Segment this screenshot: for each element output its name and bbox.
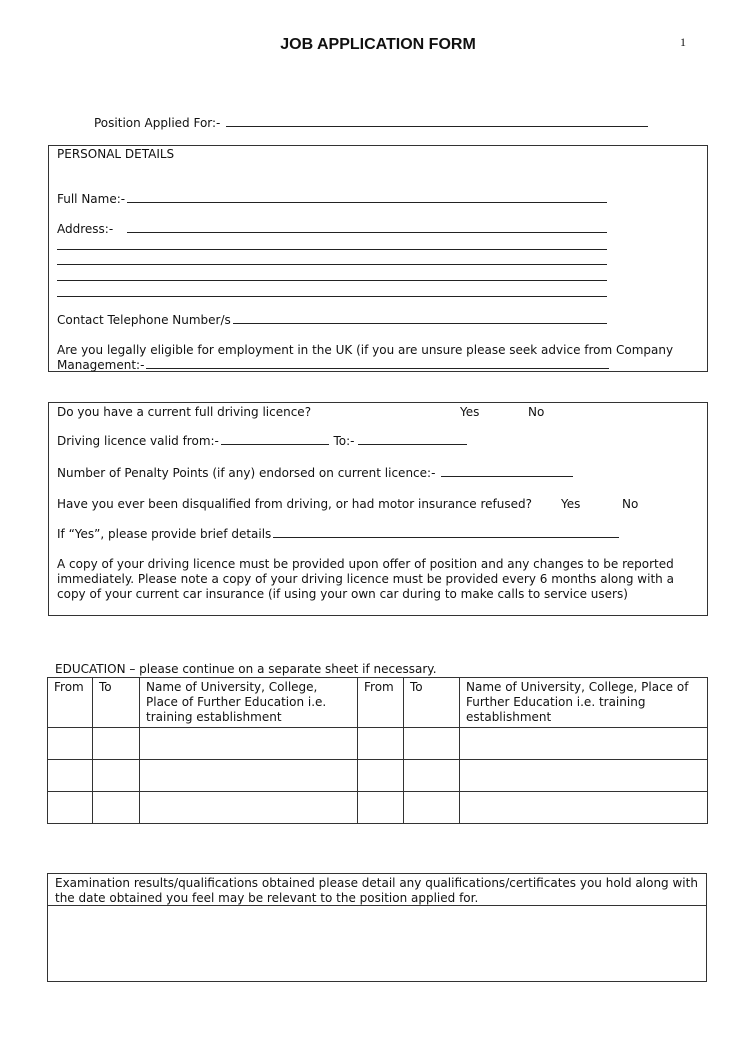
licence-valid-row — [57, 434, 467, 448]
table-cell[interactable] — [140, 792, 358, 824]
address-field-line-1[interactable] — [127, 232, 607, 233]
education-heading: EDUCATION – please continue on a separate sheet if necessary. — [55, 662, 437, 676]
exam-results-line-2: the date obtained you feel may be relevant to the position applied for. — [55, 891, 479, 905]
table-cell[interactable] — [93, 792, 140, 824]
address-row — [57, 222, 607, 236]
position-applied-row — [94, 116, 648, 130]
table-cell[interactable] — [48, 792, 93, 824]
table-cell[interactable] — [358, 792, 404, 824]
col-institution-2: Name of University, College, Place of Further Education i.e. training establishment — [460, 678, 708, 728]
table-row — [48, 760, 708, 792]
table-cell[interactable] — [460, 792, 708, 824]
form-title: JOB APPLICATION FORM — [280, 36, 476, 53]
exam-results-line-1: Examination results/qualifications obtained please detail any qualifications/certificates you hold along with — [55, 876, 698, 890]
licence-note — [57, 557, 674, 602]
table-cell[interactable] — [48, 760, 93, 792]
position-applied-field[interactable] — [226, 126, 648, 127]
eligibility-question: Are you legally eligible for employment in the UK (if you are unsure please seek advice from Company — [57, 343, 674, 357]
valid-from-field[interactable] — [221, 444, 330, 445]
address-field-line-4[interactable] — [57, 280, 607, 281]
personal-details-section — [48, 145, 708, 372]
education-header-row — [48, 678, 708, 728]
table-cell[interactable] — [358, 760, 404, 792]
licence-note-line-1: A copy of your driving licence must be provided upon offer of position and any changes to be reported — [57, 557, 674, 571]
valid-to-field[interactable] — [358, 444, 467, 445]
full-name-label: Full Name:- — [57, 192, 126, 206]
table-cell[interactable] — [404, 760, 460, 792]
full-name-field[interactable] — [127, 202, 607, 203]
valid-from-label: Driving licence valid from:- — [57, 434, 219, 448]
col-institution-1: Name of University, College, Place of Further Education i.e. training establishment — [140, 678, 358, 728]
page-number: 1 — [680, 35, 686, 49]
address-field-line-5[interactable] — [57, 296, 607, 297]
current-licence-question: Do you have a current full driving licence? — [57, 405, 312, 419]
details-field[interactable] — [273, 537, 619, 538]
table-cell[interactable] — [460, 728, 708, 760]
full-name-row — [57, 192, 607, 206]
eligibility-row — [57, 358, 609, 372]
licence-note-line-2: immediately. Please note a copy of your driving licence must be provided every 6 months along with a — [57, 572, 674, 586]
phone-label: Contact Telephone Number/s — [57, 313, 231, 327]
licence-note-line-3: copy of your current car insurance (if using your own car during to make calls to service users) — [57, 587, 628, 601]
eligibility-label: Management:- — [57, 358, 145, 372]
address-field-line-2[interactable] — [57, 249, 607, 250]
phone-field[interactable] — [233, 323, 607, 324]
personal-details-heading: PERSONAL DETAILS — [57, 147, 175, 161]
table-cell[interactable] — [93, 760, 140, 792]
eligibility-field[interactable] — [146, 368, 609, 369]
table-cell[interactable] — [48, 728, 93, 760]
valid-to-label: To:- — [333, 434, 355, 448]
current-licence-yes[interactable]: Yes — [460, 405, 480, 419]
col-to-1: To — [93, 678, 140, 728]
table-cell[interactable] — [404, 728, 460, 760]
table-cell[interactable] — [140, 760, 358, 792]
education-table — [47, 677, 708, 824]
details-row — [57, 527, 619, 541]
phone-row — [57, 313, 607, 327]
exam-results-field[interactable] — [48, 906, 706, 981]
penalty-points-field[interactable] — [441, 476, 573, 477]
details-label: If “Yes”, please provide brief details — [57, 527, 272, 541]
address-label: Address:- — [57, 222, 114, 236]
address-field-line-3[interactable] — [57, 264, 607, 265]
penalty-points-row — [57, 466, 573, 480]
current-licence-no[interactable]: No — [528, 405, 545, 419]
penalty-points-label: Number of Penalty Points (if any) endorsed on current licence:- — [57, 466, 436, 480]
table-cell[interactable] — [358, 728, 404, 760]
table-row — [48, 792, 708, 824]
disqualified-question: Have you ever been disqualified from driving, or had motor insurance refused? — [57, 497, 532, 511]
col-from-1: From — [48, 678, 93, 728]
col-to-2: To — [404, 678, 460, 728]
disqualified-yes[interactable]: Yes — [561, 497, 581, 511]
col-from-2: From — [358, 678, 404, 728]
table-row — [48, 728, 708, 760]
position-applied-label: Position Applied For:- — [94, 116, 221, 130]
disqualified-no[interactable]: No — [622, 497, 639, 511]
table-cell[interactable] — [93, 728, 140, 760]
exam-results-instructions — [55, 876, 698, 906]
table-cell[interactable] — [460, 760, 708, 792]
table-cell[interactable] — [404, 792, 460, 824]
table-cell[interactable] — [140, 728, 358, 760]
